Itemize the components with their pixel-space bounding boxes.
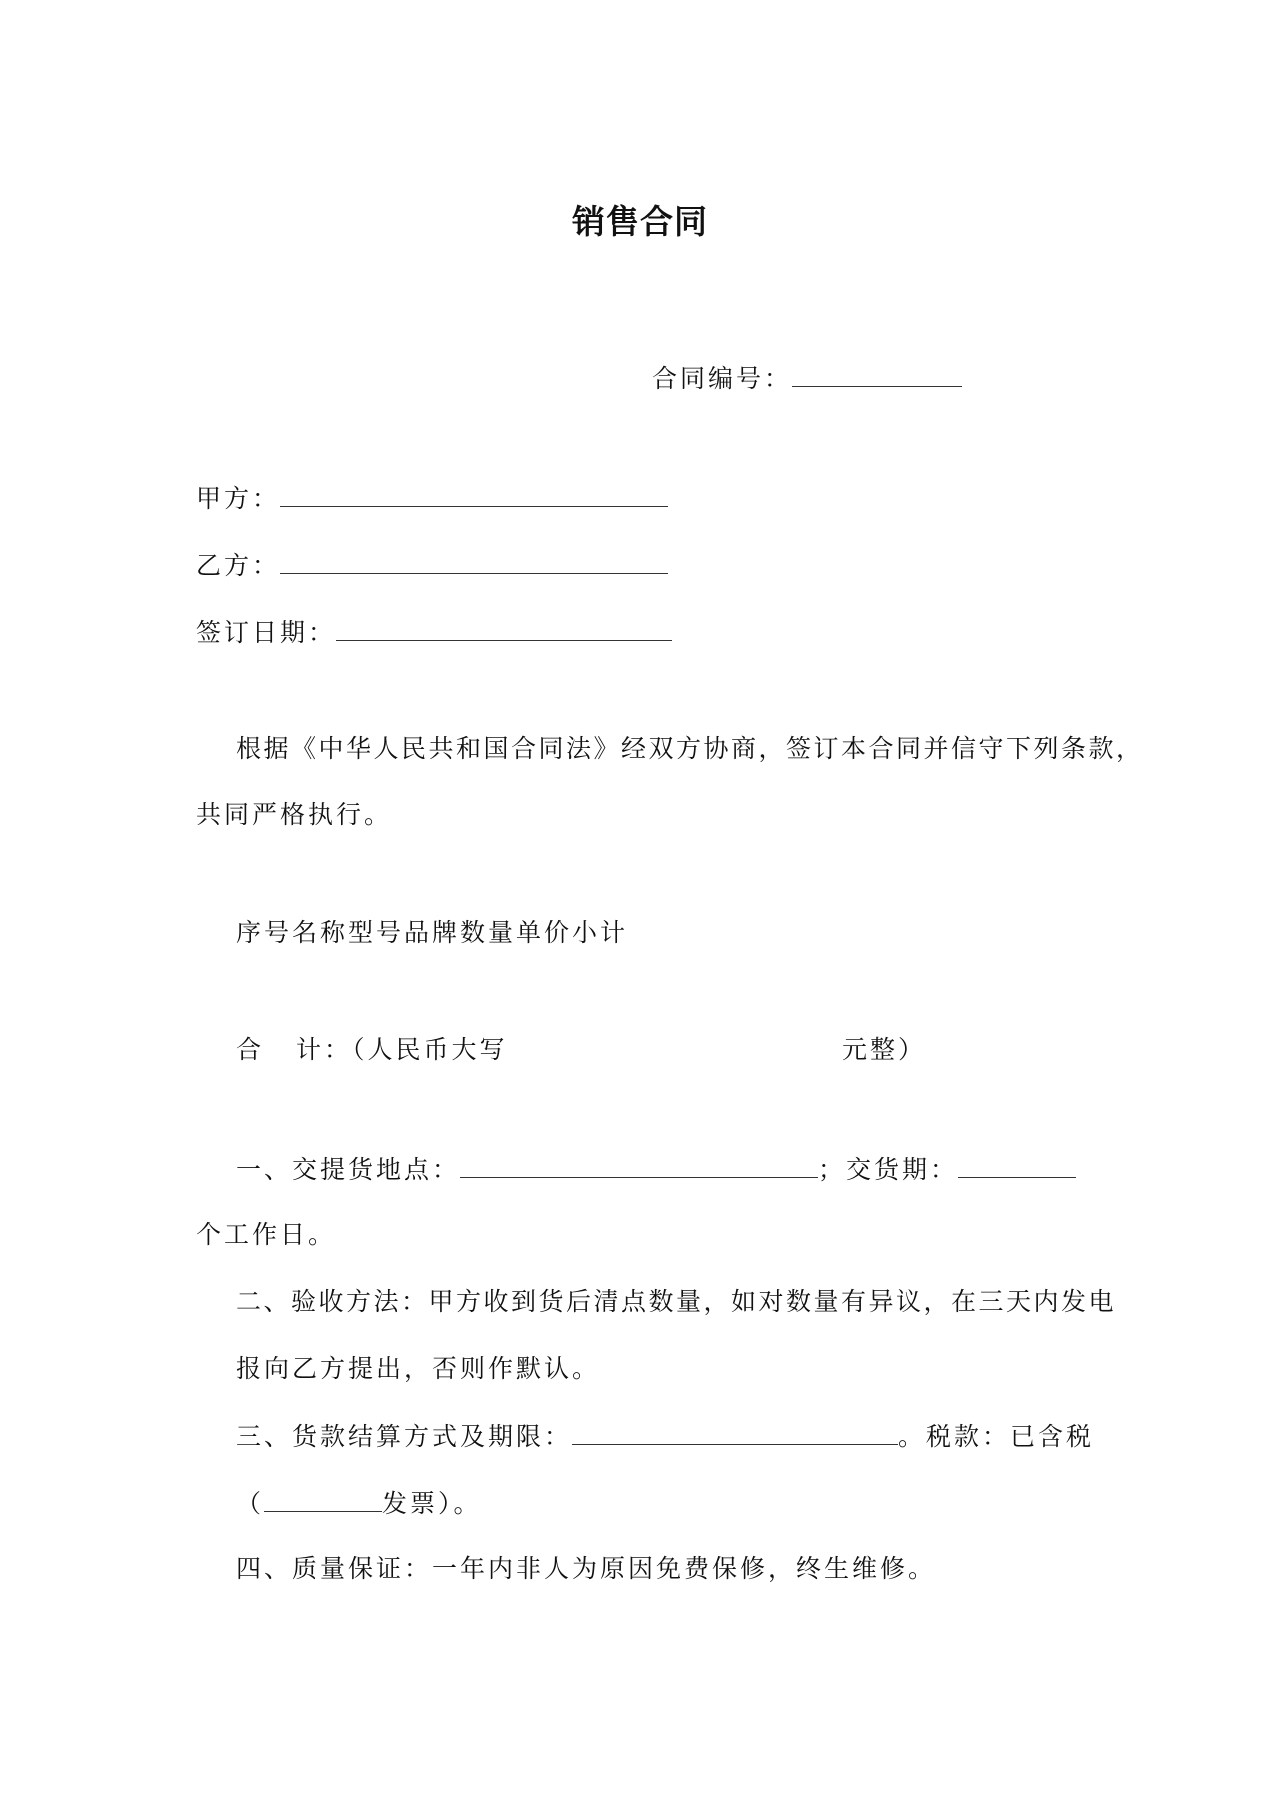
party-b-row [196, 549, 668, 581]
invoice-type-blank[interactable] [264, 1487, 382, 1512]
table-header: 序号名称型号品牌数量单价小计 [236, 918, 629, 947]
clause-1-row [236, 1153, 1076, 1185]
intro-line-1: 根据《中华人民共和国合同法》经双方协商，签订本合同并信守下列条款， [236, 734, 1144, 763]
clause-3-invoice-label: 发票）。 [382, 1489, 482, 1518]
party-b-blank[interactable] [280, 549, 668, 574]
total-label-a: 合 [236, 1035, 265, 1064]
payment-terms-blank[interactable] [572, 1420, 898, 1445]
clause-2-line-2: 报向乙方提出，否则作默认。 [236, 1354, 601, 1383]
contract-number-blank[interactable] [792, 362, 962, 387]
clause-4: 四、质量保证：一年内非人为原因免费保修，终生维修。 [236, 1554, 937, 1583]
clause-2-line-1: 二、验收方法：甲方收到货后清点数量，如对数量有异议，在三天内发电 [236, 1287, 1117, 1316]
total-suffix: 元整） [842, 1035, 927, 1064]
party-a-label: 甲方： [196, 484, 281, 513]
total-row [236, 1035, 508, 1065]
clause-1-label: 一、交提货地点： [236, 1155, 461, 1184]
sign-date-row [196, 616, 672, 648]
clause-1-line-2: 个工作日。 [196, 1220, 337, 1249]
contract-number-row [652, 362, 962, 394]
clause-3-label: 三、货款结算方式及期限： [236, 1422, 573, 1451]
delivery-days-blank[interactable] [958, 1153, 1076, 1178]
clause-3-tax-label: 。税款：已含税 [898, 1422, 1095, 1451]
intro-line-2: 共同严格执行。 [196, 800, 393, 829]
party-a-row [196, 482, 668, 514]
clause-3-line-2 [236, 1487, 482, 1519]
clause-1-delivery-label: ；交货期： [818, 1155, 959, 1184]
clause-3-row [236, 1420, 1094, 1452]
sign-date-label: 签订日期： [196, 618, 337, 647]
total-label-b: 计：（人民币大写 [296, 1035, 508, 1064]
clause-3-open-paren: （ [236, 1489, 265, 1518]
contract-number-label: 合同编号： [652, 364, 793, 393]
delivery-place-blank[interactable] [460, 1153, 818, 1178]
document-title: 销售合同 [572, 202, 708, 241]
party-b-label: 乙方： [196, 551, 281, 580]
sign-date-blank[interactable] [336, 616, 672, 641]
party-a-blank[interactable] [280, 482, 668, 507]
